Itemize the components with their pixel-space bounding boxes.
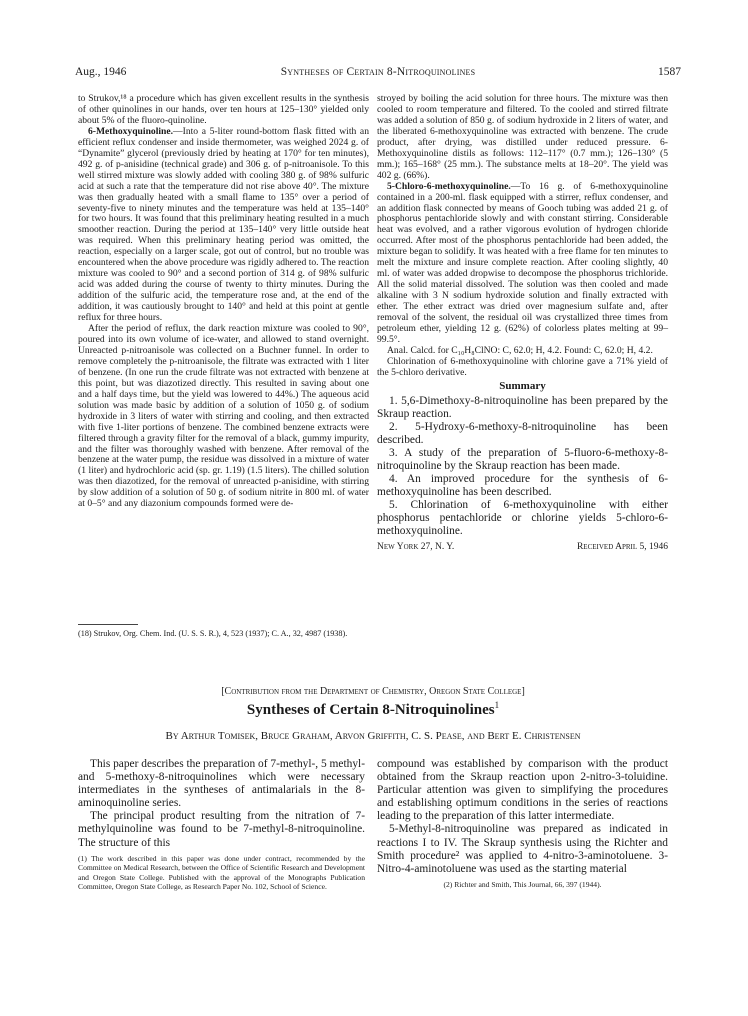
paragraph: This paper describes the preparation of 7-methyl-, 5 methyl- and 5-methoxy-8-nitroquinolines which were necessary intermediates in the syntheses of antimalarials in the 8-aminoquinoline series. <box>78 758 365 810</box>
right-column-top <box>377 94 668 553</box>
paragraph: After the period of reflux, the dark reaction mixture was cooled to 90°, poured into its own volume of ice-water, and allowed to stand overnight. Unreacted p-nitroanisole was collected on a Buchner funnel. In order to remove completely the p-nitroanisole, the filtrate was extracted with 1 liter of benzene. (In one run the crude filtrate was not extracted with benzene at this point, but was diazotized directly. This resulted in saving about one and a half days time, but the yield was lowered to 44%.) The aqueous acid solution was made basic by addition of a solution of 1050 g. of sodium hydroxide in 3 liters of water with stirring and cooling, and then extracted with five 1-liter portions of benzene. The combined benzene extracts were filtered through a gravity filter for the removal of a black, gummy impurity, and the filter was thoroughly washed with benzene. After removal of the benzene at the water pump, the residue was dissolved in a mixture of water (1 liter) and hydrochloric acid (sp. gr. 1.19) (1.5 liters). The chilled solution was then diazotized, for the removal of unreacted p-anisidine, with stirring by slow addition of a solution of 50 g. of sodium nitrite in 800 ml. of water at 0–5° and any diazonium compounds formed were de- <box>78 323 369 510</box>
summary-heading: Summary <box>499 379 546 392</box>
section-heading: 5-Chloro-6-methoxyquinoline. <box>387 180 511 192</box>
paragraph: Chlorination of 6-methoxyquinoline with chlorine gave a 71% yield of the 5-chloro derivative. <box>377 355 668 378</box>
page-number: 1587 <box>658 66 681 78</box>
right-column-bottom <box>377 758 668 889</box>
left-column-bottom <box>78 758 365 892</box>
paragraph: 5-Chloro-6-methoxyquinoline.—To 16 g. of 6-methoxyquinoline contained in a 200-ml. flask equipped with a stirrer, reflux condenser, and an addition flask connected by means of Gooch tubing was added 21 g. of phosphorus pentachloride slowly and with constant stirring. Considerable heat was evolved, and a rather vigorous evolution of hydrogen chloride occurred. After most of the phosphorus pentachloride had been added, the mixture began to solidify. It was heated with a free flame for ten minutes to melt the mixture and insure complete reaction. After cooling slightly, 40 ml. of water was added dropwise to decompose the phosphorus trichloride. All the solid material dissolved. The solution was then cooled and made alkaline with 3 N sodium hydroxide solution and finally extracted with ether. The ether extract was dried over magnesium sulfate and, after removal of the solvent, the residual oil was crystallized three times from petroleum ether, yielding 12 g. (62%) of colorless plates melting at 99–99.5°. <box>377 180 668 345</box>
summary-item: 4. An improved procedure for the synthesis of 6-methoxyquinoline has been described. <box>377 472 668 498</box>
section-heading: 6-Methoxyquinoline. <box>88 125 174 137</box>
summary-item: 2. 5-Hydroxy-6-methoxy-8-nitroquinoline has been described. <box>377 420 668 446</box>
summary-item: 3. A study of the preparation of 5-fluoro-6-methoxy-8-nitroquinoline by the Skraup reaction has been made. <box>377 446 668 472</box>
footnote: (1) The work described in this paper was done under contract, recommended by the Committee on Medical Research, between the Office of Scientific Research and Development and Oregon State College. Published with the approval of the Monographs Publication Committee, Oregon State College, as Research Paper No. 102, School of Science. <box>78 853 365 892</box>
contribution-line: [Contribution from the Department of Chemistry, Oregon State College] <box>221 686 525 697</box>
received-date: Received April 5, 1946 <box>576 541 668 552</box>
article-title: Syntheses of Certain 8-Nitroquinolines$^1$ <box>246 700 500 718</box>
paragraph: 6-Methoxyquinoline.—Into a 5-liter round-bottom flask fitted with an efficient reflux condenser and inside thermometer, was weighed 2024 g. of “Dynamite” glycerol (previously dried by heating at 170° for ten minutes), 492 g. of p-anisidine (technical grade) and 306 g. of p-nitroanisole. To this well stirred mixture was slowly added with cooling 380 g. of 98% sulfuric acid at such a rate that the temperature did not rise above 40°. The mixture was then gradually heated with a small flame to 135° over a period of seventy-five to ninety minutes and the temperature was held at 135–140° for two hours. It was found that this preliminary heating resulted in a much smoother reaction. During the period at 135–140° very little outside heat was required. When this preliminary heating period was omitted, the reaction, especially on a larger scale, got out of control, but no trouble was encountered when the above procedure was rigidly adhered to. The reaction mixture was cooled to 90° and a second portion of 314 g. of 98% sulfuric acid was added during the course of twenty to thirty minutes. During the addition of the sulfuric acid, the temperature rose and, at the end of the addition, it was cautiously brought to 140° and held at this point at gentle reflux for three hours. <box>78 125 369 324</box>
location: New York 27, N. Y. <box>377 541 455 552</box>
paragraph: 5-Methyl-8-nitroquinoline was prepared as indicated in reactions I to IV. The Skraup synthesis using the Richter and Smith procedure² was applied to 4-nitro-3-aminotoluene. 3-Nitro-4-aminotoluene was used as the starting material <box>377 823 668 875</box>
author-line: By Arthur Tomisek, Bruce Graham, Arvon Griffith, C. S. Pease, and Bert E. Christensen <box>165 730 581 742</box>
paragraph: compound was established by comparison with the product obtained from the Skraup reaction upon 2-nitro-3-toluidine. Particular attention was given to simplifying the procedures and establishing optimum conditions in the series of reactions leading to the preparation of this latter intermediate. <box>377 758 668 823</box>
running-title: Syntheses of Certain 8-Nitroquinolines <box>280 66 476 78</box>
paragraph: stroyed by boiling the acid solution for three hours. The mixture was then cooled to room temperature and filtered. To the cooled and stirred filtrate was added a solution of 850 g. of sodium hydroxide in 2 liters of water, and the liberated 6-methoxyquinoline was extracted with benzene. The crude product, after drying, was distilled under reduced pressure. 6-Methoxyquinoline distils as follows: 112–117° (0.7 mm.); 126–130° (5 mm.); 165–168° (25 mm.). The substance melts at 18–20°. The yield was 402 g. (66%). <box>377 93 668 181</box>
paragraph: to Strukov,¹⁸ a procedure which has given excellent results in the synthesis of other quinolines in our hands, over ten hours at 125–130° yielded only about 5% of the fluoro-quinoline. <box>78 93 369 126</box>
summary-list <box>377 395 668 538</box>
footnote: (2) Richter and Smith, This Journal, 66, 397 (1944). <box>443 879 602 889</box>
footnote: (18) Strukov, Org. Chem. Ind. (U. S. S. R.), 4, 523 (1937); C. A., 32, 4987 (1938). <box>78 629 348 638</box>
footnote-rule <box>78 624 138 625</box>
header-date: Aug., 1946 <box>75 66 127 78</box>
page-header <box>75 66 681 80</box>
left-column-top <box>78 94 369 510</box>
analysis-line: Anal. Calcd. for C₁₀H₈ClNO: C, 62.0; H, 4.2. Found: C, 62.0; H, 4.2. <box>387 344 653 356</box>
signature-line <box>377 542 668 553</box>
paragraph: The principal product resulting from the nitration of 7-methylquinoline was found to be 7-methyl-8-nitroquinoline. The structure of this <box>78 810 365 849</box>
title-footnote-marker: 1 <box>494 700 500 710</box>
summary-item: 5. Chlorination of 6-methoxyquinoline with either phosphorus pentachloride or chlorine yields 5-chloro-6-methoxyquinoline. <box>377 498 668 537</box>
summary-item: 1. 5,6-Dimethoxy-8-nitroquinoline has been prepared by the Skraup reaction. <box>377 394 668 420</box>
